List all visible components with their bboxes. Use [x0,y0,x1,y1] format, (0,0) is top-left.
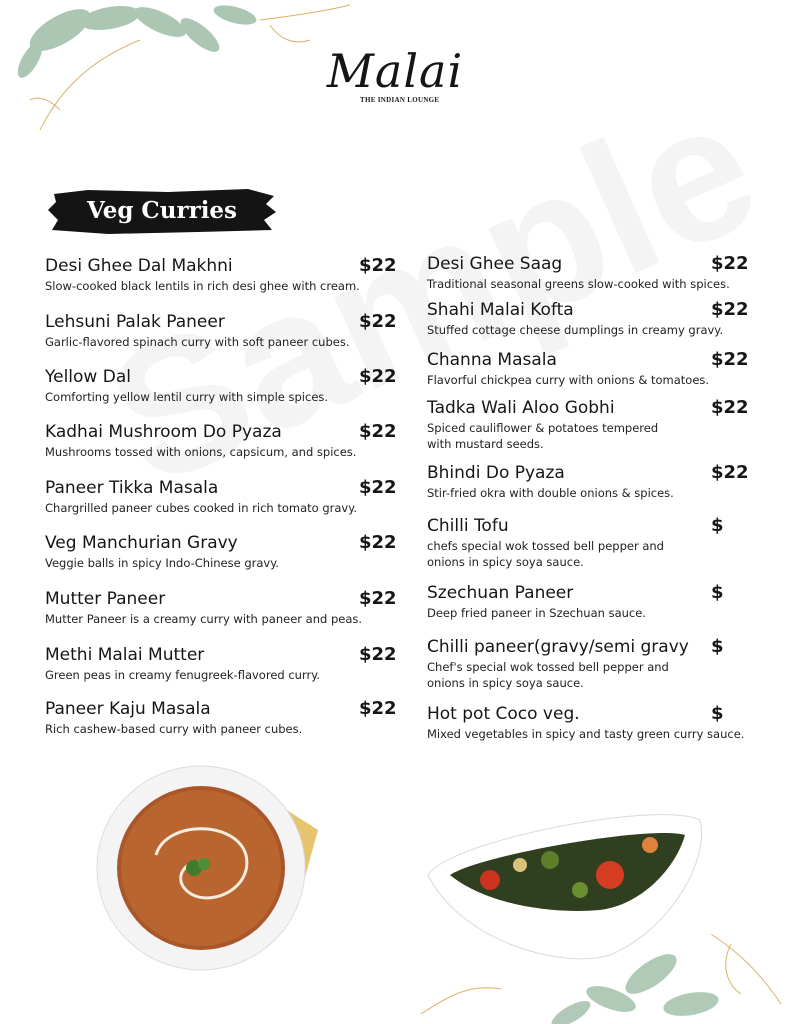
section-banner [48,186,276,236]
brand-name: Malai [326,44,464,98]
menu-item-description: Traditional seasonal greens slow-cooked with spices. [427,277,730,291]
menu-item [45,589,395,627]
menu-item-price: $22 [711,462,749,483]
menu-item-price: $22 [359,477,397,498]
menu-item-name: Lehsuni Palak Paneer [45,312,225,332]
menu-item-price: $ [711,703,724,724]
menu-item-price: $22 [359,366,397,387]
menu-item-description: Chef's special wok tossed bell pepper and [427,660,669,674]
menu-item [427,350,747,388]
menu-item-description: Mixed vegetables in spicy and tasty green curry sauce. [427,727,745,741]
menu-item [45,422,395,460]
menu-item-name: Chilli paneer(gravy/semi gravy [427,637,689,657]
menu-item-description: Garlic-flavored spinach curry with soft paneer cubes. [45,335,350,349]
menu-item [45,533,395,571]
menu-item-description: Veggie balls in spicy Indo-Chinese gravy. [45,556,280,570]
menu-item-price: $22 [359,255,397,276]
menu-item-name: Mutter Paneer [45,589,166,609]
menu-item [427,463,747,501]
menu-item-name: Kadhai Mushroom Do Pyaza [45,422,282,442]
menu-item [427,583,747,621]
menu-item-name: Hot pot Coco veg. [427,704,580,724]
menu-item-price: $ [711,582,724,603]
menu-item [427,398,747,452]
menu-item-description: Deep fried paneer in Szechuan sauce. [427,606,646,620]
menu-item-description: Flavorful chickpea curry with onions & tomatoes. [427,373,710,387]
menu-item [45,478,395,516]
menu-item [427,254,747,292]
brand-logo [310,44,480,104]
menu-item-price: $22 [359,311,397,332]
menu-item-name: Desi Ghee Saag [427,254,563,274]
menu-item-description: Mutter Paneer is a creamy curry with paneer and peas. [45,612,363,626]
menu-item-price: $22 [711,397,749,418]
menu-item [45,312,395,350]
menu-item-name: Tadka Wali Aloo Gobhi [427,398,615,418]
menu-item [427,300,747,338]
menu-item-name: Chilli Tofu [427,516,509,536]
menu-item-name: Szechuan Paneer [427,583,574,603]
menu-item-description: with mustard seeds. [427,437,544,451]
menu-item-description: Comforting yellow lentil curry with simple spices. [45,390,329,404]
menu-item-description: Slow-cooked black lentils in rich desi ghee with cream. [45,279,360,293]
menu-item-name: Veg Manchurian Gravy [45,533,238,553]
menu-item [45,367,395,405]
menu-item-price: $22 [359,532,397,553]
dal-makhani-bowl-photo [96,760,326,975]
bhindi-do-pyaza-dish-photo [420,780,710,970]
menu-item [427,516,747,570]
menu-item-price: $22 [359,588,397,609]
menu-item-price: $22 [711,349,749,370]
menu-item-description: Rich cashew-based curry with paneer cubes. [45,722,303,736]
menu-item-name: Methi Malai Mutter [45,645,205,665]
menu-item-price: $22 [711,299,749,320]
menu-item-price: $22 [359,421,397,442]
menu-item [45,256,395,294]
leaf-decoration-top-left-icon [0,0,360,140]
menu-item-description: Stuffed cottage cheese dumplings in creamy gravy. [427,323,724,337]
menu-item-name: Paneer Tikka Masala [45,478,219,498]
menu-item-description: Spiced cauliflower & potatoes tempered [427,421,659,435]
menu-item-description: Stir-fried okra with double onions & spices. [427,486,674,500]
menu-item-name: Yellow Dal [45,367,131,387]
menu-item-description: Mushrooms tossed with onions, capsicum, and spices. [45,445,357,459]
menu-item-name: Channa Masala [427,350,557,370]
section-title: Veg Curries [86,197,238,224]
menu-item-name: Shahi Malai Kofta [427,300,574,320]
menu-item-name: Paneer Kaju Masala [45,699,211,719]
menu-item-price: $22 [359,644,397,665]
menu-item-description: onions in spicy soya sauce. [427,676,584,690]
menu-item-price: $ [711,636,724,657]
menu-item [45,699,395,737]
menu-item [427,704,747,742]
brand-tagline: THE INDIAN LOUNGE [360,96,440,104]
menu-item-price: $ [711,515,724,536]
menu-item-price: $22 [359,698,397,719]
menu-item-name: Desi Ghee Dal Makhni [45,256,233,276]
menu-item-description: Chargrilled paneer cubes cooked in rich tomato gravy. [45,501,358,515]
menu-item-description: Green peas in creamy fenugreek-flavored curry. [45,668,321,682]
menu-item-description: chefs special wok tossed bell pepper and [427,539,664,553]
menu-item-name: Bhindi Do Pyaza [427,463,565,483]
menu-item-description: onions in spicy soya sauce. [427,555,584,569]
menu-item [427,637,747,691]
menu-item [45,645,395,683]
menu-item-price: $22 [711,253,749,274]
